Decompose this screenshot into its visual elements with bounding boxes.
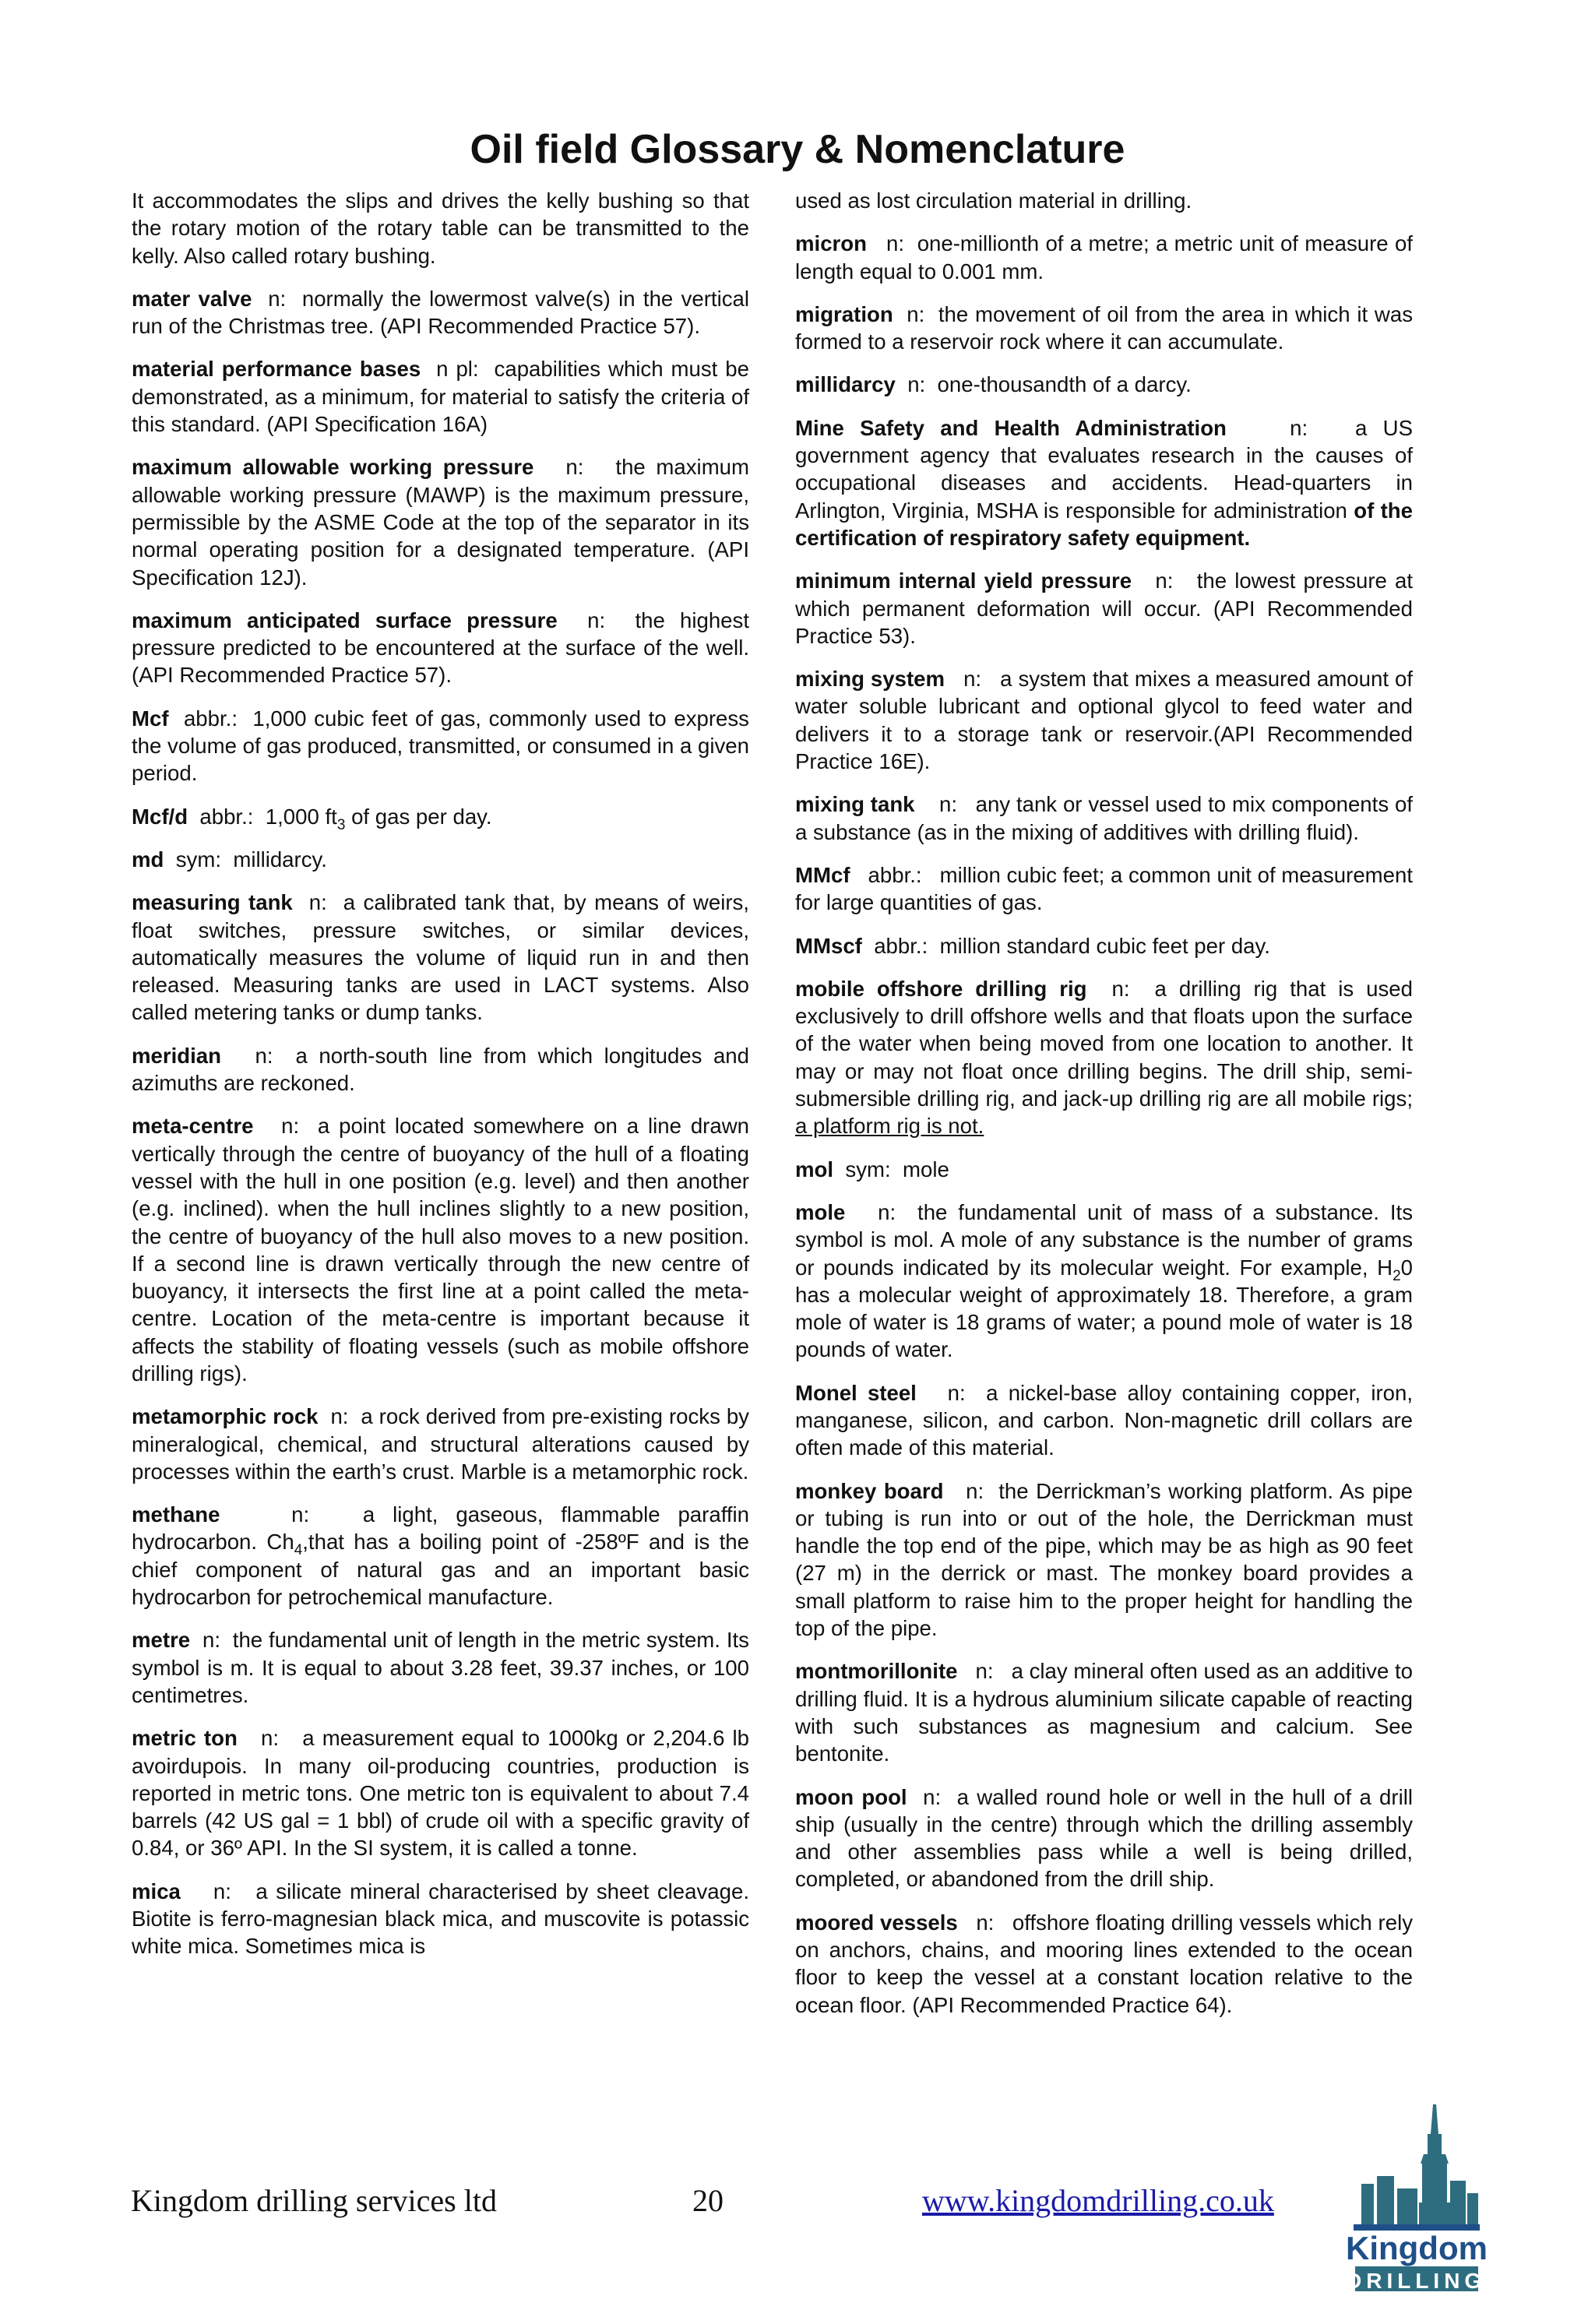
glossary-term: metamorphic rock bbox=[132, 1404, 319, 1429]
glossary-term: maximum allowable working pressure bbox=[132, 455, 534, 480]
glossary-entry: micron n: one-millionth of a metre; a metric unit of measure of length equal to 0.001 mm. bbox=[795, 231, 1413, 283]
glossary-entry: mixing system n: a system that mixes a measured amount of water soluble lubricant and optional glycol to feed water and delivers it to a storage tank or reservoir.(API Recommended Practice 16E). bbox=[795, 667, 1414, 774]
glossary-term: MMscf bbox=[795, 933, 862, 958]
glossary-term: measuring tank bbox=[132, 890, 293, 915]
glossary-entry: Mcf/d abbr.: 1,000 $ft_3$ of gas per day. bbox=[132, 804, 492, 833]
glossary-entry: moored vessels n: offshore floating drilling vessels which rely on anchors, chains, and mooring lines extended to the ocean floor to keep the vessel at a constant location relative to the ocean floor. (API Recommended Practice 64). bbox=[795, 1910, 1414, 2017]
logo-wordmark: Kingdom bbox=[1346, 2230, 1488, 2266]
glossary-entry: Monel steel n: a nickel-base alloy containing copper, iron, manganese, silicon, and carbon. Non-magnetic drill collars are often made of this material. bbox=[795, 1380, 1413, 1460]
glossary-term: material performance bases bbox=[132, 357, 421, 382]
glossary-term: MMcf bbox=[795, 862, 850, 887]
glossary-entry: mica n: a silicate mineral characterised by sheet cleavage. Biotite is ferro-magnesian black mica, and muscovite is potassic white mica. Sometimes mica is bbox=[132, 1879, 749, 1959]
glossary-term: mica bbox=[132, 1879, 181, 1903]
glossary-entry: Mine Safety and Health Administration n: a US government agency that evaluates research in the causes of occupational diseases and accidents. Head-quarters in Arlington, Virginia, MSHA is responsible for administration of the certification of respiratory safety equipment. bbox=[795, 415, 1413, 550]
glossary-term: Mine Safety and Health Administration bbox=[795, 415, 1227, 440]
glossary-term: mole bbox=[795, 1199, 846, 1224]
glossary-term: meridian bbox=[132, 1043, 222, 1068]
glossary-column-left bbox=[132, 187, 749, 1976]
glossary-entry: montmorillonite n: a clay mineral often used as an additive to drilling fluid. It is a hydrous aluminium silicate capable of reacting with such substances as magnesium and calcium. See bentonite. bbox=[795, 1659, 1414, 1766]
glossary-entry: minimum internal yield pressure n: the lowest pressure at which permanent deformation will occur. (API Recommended Practice 53). bbox=[795, 569, 1413, 648]
glossary-term: md bbox=[132, 847, 164, 872]
glossary-term: metric ton bbox=[132, 1726, 238, 1751]
glossary-entry: mobile offshore drilling rig n: a drilling rig that is used exclusively to drill offshore wells and that floats upon the surface of the water when being moved from one location to another. It may or may not float once drilling begins. The drill ship, semi-submersible drilling rig, and jack-up drilling rig are all mobile rigs; a platform rig is not. bbox=[795, 976, 1413, 1139]
page-title: Oil field Glossary & Nomenclature bbox=[470, 127, 1125, 172]
glossary-term: mixing tank bbox=[795, 792, 915, 817]
glossary-term: maximum anticipated surface pressure bbox=[132, 607, 558, 632]
glossary-term: moon pool bbox=[795, 1784, 907, 1809]
glossary-term: micron bbox=[795, 231, 867, 256]
glossary-entry: monkey board n: the Derrickman’s working platform. As pipe or tubing is run into or out of the hole, the Derrickman must handle the top end of the pipe, which may be as high as 90 feet (27 m) in the derrick or mast. The monkey board provides a small platform to raise him to the proper height for handling the top of the pipe. bbox=[795, 1478, 1414, 1641]
glossary-term: Monel steel bbox=[795, 1380, 917, 1405]
logo-subtitle: DRILLING bbox=[1346, 2269, 1487, 2293]
glossary-term: mixing system bbox=[795, 667, 945, 692]
glossary-entry-continuation: It accommodates the slips and drives the kelly bushing so that the rotary motion of the rotary table can be transmitted to the kelly. Also called rotary bushing. bbox=[132, 188, 749, 268]
glossary-entry: mol sym: mole bbox=[795, 1157, 949, 1181]
glossary-entry: mixing tank n: any tank or vessel used to mix components of a substance (as in the mixing of additives with drilling fluid). bbox=[795, 792, 1413, 844]
footer-company-name: Kingdom drilling services ltd bbox=[131, 2183, 497, 2218]
glossary-entry: Mcf abbr.: 1,000 cubic feet of gas, commonly used to express the volume of gas produced, transmitted, or consumed in a given period. bbox=[132, 706, 749, 786]
glossary-entry: mater valve n: normally the lowermost valve(s) in the vertical run of the Christmas tree. (API Recommended Practice 57). bbox=[132, 286, 749, 339]
glossary-term: Mcf/d bbox=[132, 804, 188, 829]
glossary-term: migration bbox=[795, 301, 893, 326]
glossary-term: metre bbox=[132, 1628, 191, 1653]
glossary-entry: md sym: millidarcy. bbox=[132, 847, 327, 872]
glossary-term: minimum internal yield pressure bbox=[795, 569, 1132, 593]
glossary-entry: methane n: a light, gaseous, flammable paraffin hydrocarbon. $Ch_4,that$ has a boiling point of -258ºF and is the chief component of natural gas and an important basic hydrocarbon for petrochemical manufacture. bbox=[132, 1502, 750, 1610]
glossary-entry: MMscf abbr.: million standard cubic feet per day. bbox=[795, 933, 1270, 958]
glossary-entry: material performance bases n pl: capabilities which must be demonstrated, as a minimum, for material to satisfy the criteria of this standard. (API Specification 16A) bbox=[132, 357, 750, 437]
glossary-entry: millidarcy n: one-thousandth of a darcy. bbox=[795, 372, 1192, 397]
glossary-entry: moon pool n: a walled round hole or well in the hull of a drill ship (usually in the centre) through which the drilling assembly and other assemblies pass while a well is being drilled, completed, or abandoned from the drill ship. bbox=[795, 1784, 1413, 1892]
glossary-term: mater valve bbox=[132, 286, 252, 311]
glossary-entry: metre n: the fundamental unit of length in the metric system. Its symbol is m. It is equal to about 3.28 feet, 39.37 inches, or 100 centimetres. bbox=[132, 1628, 749, 1707]
glossary-term: Mcf bbox=[132, 706, 169, 731]
glossary-entry: mole n: the fundamental unit of mass of a substance. Its symbol is mol. A mole of any substance is the number of grams or pounds indicated by its molecular weight. For example, $H_20$ has a molecular weight of approximately 18. Therefore, a gram mole of water is 18 grams of water; a pound mole of water is 18 pounds of water. bbox=[795, 1199, 1413, 1362]
glossary-entry: metamorphic rock n: a rock derived from pre-existing rocks by mineralogical, chemical, and structural alterations caused by processes within the earth’s crust. Marble is a metamorphic rock. bbox=[132, 1404, 749, 1484]
glossary-entry: MMcf abbr.: million cubic feet; a common unit of measurement for large quantities of gas. bbox=[795, 862, 1414, 915]
footer-page-number: 20 bbox=[692, 2183, 724, 2218]
glossary-term: mol bbox=[795, 1157, 834, 1181]
glossary-entry: migration n: the movement of oil from the area in which it was formed to a reservoir rock where it can accumulate. bbox=[795, 301, 1413, 354]
glossary-column-right bbox=[795, 187, 1413, 2034]
glossary-entry: meridian n: a north-south line from which longitudes and azimuths are reckoned. bbox=[132, 1043, 749, 1096]
glossary-term: meta-centre bbox=[132, 1114, 254, 1139]
glossary-entry: maximum allowable working pressure n: the maximum allowable working pressure (MAWP) is the maximum pressure, permissible by the ASME Code at the top of the separator in its normal operating position for a designated temperature. (API Specification 12J). bbox=[132, 455, 750, 590]
footer-website-link[interactable]: www.kingdomdrilling.co.uk bbox=[922, 2183, 1274, 2218]
glossary-entry: metric ton n: a measurement equal to 1000kg or 2,204.6 lb avoirdupois. In many oil-producing countries, production is reported in metric tons. One metric ton is equivalent to about 7.4 barrels (42 US gal = 1 bbl) of crude oil with a specific gravity of 0.84, or 36º API. In the SI system, it is called a tonne. bbox=[132, 1726, 750, 1861]
glossary-term: monkey board bbox=[795, 1478, 944, 1503]
glossary-entry-continuation: used as lost circulation material in drilling. bbox=[795, 188, 1192, 213]
glossary-entry: maximum anticipated surface pressure n: the highest pressure predicted to be encountered at the surface of the well. (API Recommended Practice 57). bbox=[132, 607, 749, 688]
glossary-term: moored vessels bbox=[795, 1910, 958, 1935]
glossary-term: mobile offshore drilling rig bbox=[795, 976, 1087, 1001]
glossary-term: millidarcy bbox=[795, 372, 896, 397]
glossary-entry: meta-centre n: a point located somewhere on a line drawn vertically through the centre of buoyancy of the hull of a floating vessel with the hull in one position (e.g. level) and then another (e.g. inclined). when the hull inclines slightly to a new position, the centre of buoyancy of the hull also moves to a new position. If a second line is drawn vertically through the new centre of buoyancy, it intersects the first line at a point called the meta-centre. Location of the meta-centre is important because it affects the stability of floating vessels (such as mobile offshore drilling rigs). bbox=[132, 1114, 749, 1386]
glossary-entry: measuring tank n: a calibrated tank that, by means of weirs, float switches, pressure switches, or similar devices, automatically measures the volume of liquid run in and then released. Measuring tanks are used in LACT systems. Also called metering tanks or dump tanks. bbox=[132, 890, 749, 1025]
glossary-term: methane bbox=[132, 1502, 220, 1527]
glossary-term: montmorillonite bbox=[795, 1659, 958, 1684]
